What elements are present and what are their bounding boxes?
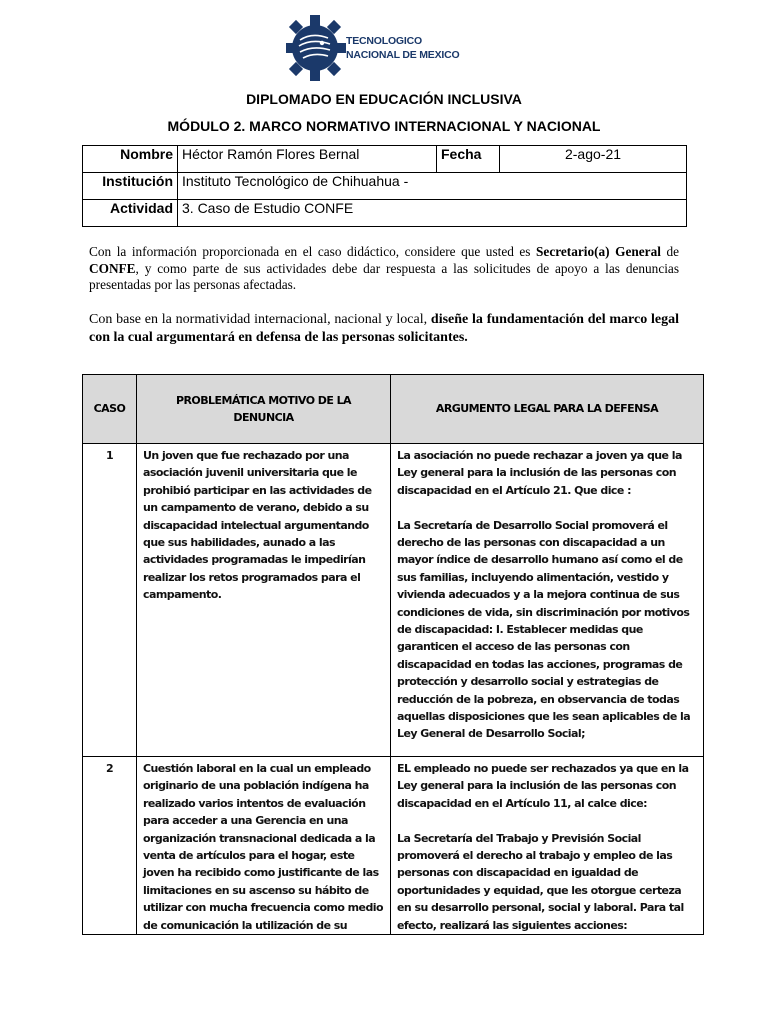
info-row-institucion <box>83 173 687 200</box>
intro-paragraph-1 <box>89 244 679 294</box>
nombre-value: Héctor Ramón Flores Bernal <box>178 146 437 173</box>
case-number: 1 <box>83 444 137 757</box>
document-title: DIPLOMADO EN EDUCACIÓN INCLUSIVA <box>246 91 522 107</box>
actividad-value: 3. Caso de Estudio CONFE <box>178 200 687 227</box>
nombre-label: Nombre <box>83 146 178 173</box>
tecnm-emblem-icon <box>286 10 346 84</box>
cases-table <box>82 374 704 935</box>
header-caso: CASO <box>83 375 137 444</box>
tecnm-logo <box>286 10 486 84</box>
argument-intro: La asociación no puede rechazar a joven ya que la Ley general para la inclusión de las personas con discapacidad en el Artículo 21. Que dice : <box>397 449 682 497</box>
intro-p1-connector: de <box>660 244 680 259</box>
fecha-label: Fecha <box>437 146 500 173</box>
intro-p2-instruction: diseñe la fundamentación del marco legal con la cual argumentará en defensa de las personas solicitantes. <box>89 312 679 345</box>
table-row <box>83 757 704 935</box>
header-argumento: ARGUMENTO LEGAL PARA LA DEFENSA <box>391 375 704 444</box>
case-argument <box>391 757 704 935</box>
intro-p1-role: Secretario(a) General <box>536 244 661 259</box>
argument-body: La Secretaría de Desarrollo Social promoverá el derecho de las personas con discapacidad a un mayor índice de desarrollo humano así como el de sus familias, incluyendo alimentación, vestido y vivienda adecuados y a la mejora continua de sus condiciones de vida, sin discriminación por motivos de discapacidad: I. Establecer medidas que garanticen el acceso de las personas con discapacidad en todas las acciones, programas de protección y desarrollo social y estrategias de reducción de la pobreza, en observancia de todas aquellas disposiciones que les sean aplicables de la Ley General de Desarrollo Social; <box>397 518 691 741</box>
institucion-label: Institución <box>83 173 178 200</box>
institucion-value: Instituto Tecnológico de Chihuahua - <box>178 173 687 200</box>
case-problem: Un joven que fue rechazado por una asociación juvenil universitaria que le prohibió participar en las actividades de un campamento de verano, debido a su discapacidad intelectual argumentando que sus habilidades, aunado a las actividades programadas le impedirían realizar los retos programados para el campamento. <box>137 444 391 757</box>
intro-p2-text: Con base en la normatividad internacional, nacional y local, <box>89 312 431 327</box>
case-argument <box>391 444 704 757</box>
intro-p1-text: Con la información proporcionada en el caso didáctico, considere que usted es <box>89 244 537 259</box>
intro-p1-org: CONFE <box>89 260 136 276</box>
argument-body: La Secretaría del Trabajo y Previsión Social promoverá el derecho al trabajo y empleo de las personas con discapacidad en igualdad de oportunidades y equidad, que les otorgue certeza en su desarrollo personal, social y laboral. Para tal efecto, realizará las siguientes acciones: <box>397 831 684 932</box>
document-subtitle: MÓDULO 2. MARCO NORMATIVO INTERNACIONAL Y NACIONAL <box>167 118 601 134</box>
table-row <box>83 444 704 757</box>
cases-header-row <box>83 375 704 444</box>
header-problematica: PROBLEMÁTICA MOTIVO DE LA DENUNCIA <box>137 375 391 444</box>
intro-p1-rest: , y como parte de sus actividades debe dar respuesta a las solicitudes de apoyo a las denuncias presentadas por las personas afectadas. <box>89 260 679 292</box>
student-info-table <box>82 145 687 227</box>
case-number: 2 <box>83 757 137 935</box>
fecha-value: 2-ago-21 <box>500 146 687 173</box>
info-row-nombre <box>83 146 687 173</box>
actividad-label: Actividad <box>83 200 178 227</box>
logo-line-1: TECNOLOGICO <box>346 35 422 47</box>
logo-wordmark <box>346 34 459 62</box>
info-row-actividad <box>83 200 687 227</box>
logo-line-2: NACIONAL DE MEXICO <box>346 49 460 61</box>
case-problem: Cuestión laboral en la cual un empleado originario de una población indígena ha realizado varios intentos de evaluación para acceder a una Gerencia en una organización transnacional dedicada a la venta de artículos para el hogar, este joven ha recibido como justificante de las limitaciones en su ascenso su hábito de utilizar con mucha frecuencia como medio de comunicación la utilización de su <box>137 757 391 935</box>
argument-intro: EL empleado no puede ser rechazados ya que en la Ley general para la inclusión de las personas con discapacidad en el Artículo 11, al calce dice: <box>397 762 689 810</box>
intro-paragraph-2 <box>89 311 679 347</box>
